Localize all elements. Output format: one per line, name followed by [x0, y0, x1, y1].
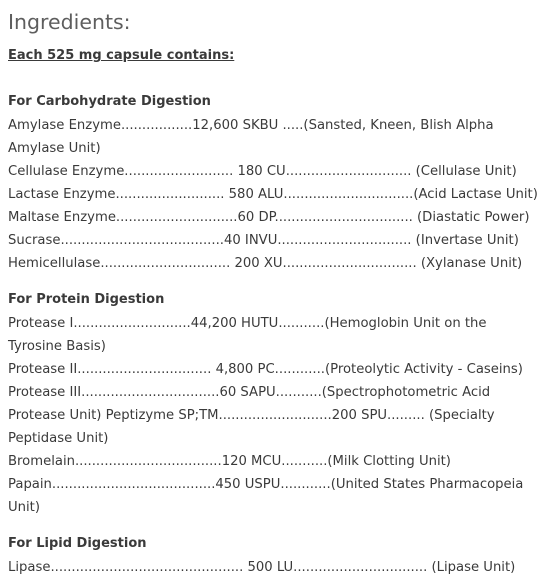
- ingredient-line: Amylase Unit): [8, 141, 101, 156]
- ingredient-line: Bromelain...................................120 MCU...........(Milk Clotting Unit): [8, 454, 451, 469]
- ingredient-line: Protease Unit) Peptizyme SP;TM...........................200 SPU......... (Specialty: [8, 408, 495, 423]
- ingredient-line: Lactase Enzyme.......................... 580 ALU...............................(Acid Lactase Unit): [8, 187, 538, 202]
- ingredient-line: Papain.......................................450 USPU............(United States Pharmacopeia: [8, 477, 524, 492]
- ingredient-line: Lipase.............................................. 500 LU................................ (Lipase Unit): [8, 560, 516, 575]
- section-heading-carbohydrate: For Carbohydrate Digestion: [8, 94, 211, 109]
- ingredient-line: Protease II................................ 4,800 PC............(Proteolytic Activity - Caseins): [8, 362, 523, 377]
- ingredient-line: Peptidase Unit): [8, 431, 109, 446]
- ingredient-line: Protease III.................................60 SAPU...........(Spectrophotometric Acid: [8, 385, 491, 400]
- ingredient-line: Sucrase.......................................40 INVU................................ (Invertase Unit): [8, 233, 519, 248]
- ingredient-line: Cellulase Enzyme.......................... 180 CU.............................. (Cellulase Unit): [8, 164, 517, 179]
- capsule-contents-subtitle: Each 525 mg capsule contains:: [8, 48, 235, 63]
- ingredient-line: Maltase Enzyme.............................60 DP................................. (Diastatic Power): [8, 210, 530, 225]
- ingredient-line: Amylase Enzyme.................12,600 SKBU .....(Sansted, Kneen, Blish Alpha: [8, 118, 494, 133]
- ingredient-line: Unit): [8, 500, 40, 515]
- section-heading-lipid: For Lipid Digestion: [8, 536, 147, 551]
- ingredient-line: Protease I............................44,200 HUTU...........(Hemoglobin Unit on the: [8, 316, 487, 331]
- ingredient-line: Hemicellulase............................... 200 XU................................ (Xylanase Unit): [8, 256, 523, 271]
- page-title: Ingredients:: [8, 10, 131, 34]
- section-heading-protein: For Protein Digestion: [8, 292, 165, 307]
- ingredient-line: Tyrosine Basis): [8, 339, 106, 354]
